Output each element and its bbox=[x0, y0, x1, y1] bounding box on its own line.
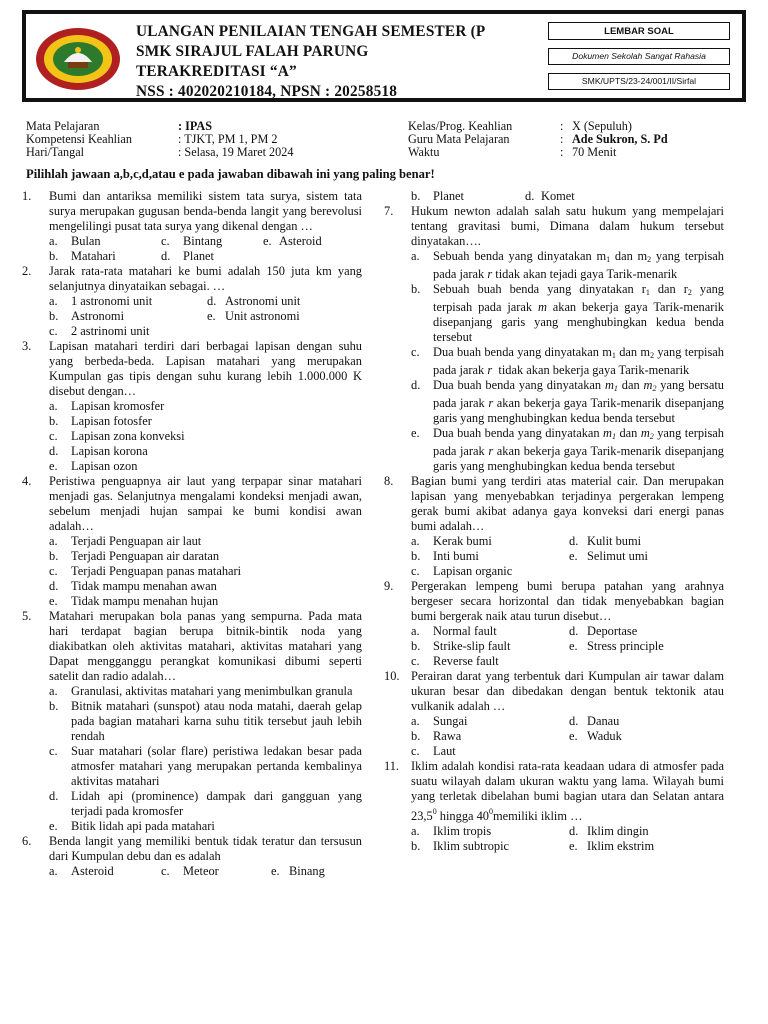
options-row bbox=[384, 189, 724, 204]
colon: : bbox=[560, 145, 564, 159]
option-letter: a. bbox=[411, 534, 420, 548]
options-row bbox=[22, 309, 362, 324]
sheet-type-box: LEMBAR SOAL bbox=[548, 22, 730, 40]
option bbox=[22, 534, 362, 549]
right-column bbox=[384, 189, 724, 854]
teacher-value: Ade Sukron, S. Pd bbox=[572, 132, 668, 146]
question bbox=[384, 579, 724, 624]
question-number: 9. bbox=[384, 579, 394, 593]
colon: : bbox=[560, 119, 564, 133]
question bbox=[22, 609, 362, 684]
option-text: Bintang bbox=[183, 234, 223, 248]
option bbox=[22, 564, 362, 579]
option bbox=[22, 444, 362, 459]
option-letter: e. bbox=[271, 864, 280, 878]
options-row bbox=[384, 549, 724, 564]
option-text: Iklim tropis bbox=[433, 824, 492, 838]
degree-mark: 0 bbox=[489, 807, 493, 816]
time-label: Waktu bbox=[408, 145, 440, 159]
option-letter: a. bbox=[49, 534, 58, 548]
option-letter: e. bbox=[569, 839, 578, 853]
question-text: Hukum newton adalah salah satu hukum yang mempelajari tentang gravitasi bumi, Dimana dalam hukum tersebut dinyatakan…. bbox=[411, 204, 724, 248]
subject-value: : IPAS bbox=[178, 119, 212, 133]
question bbox=[384, 759, 724, 824]
option-letter: c. bbox=[411, 744, 420, 758]
option-letter: b. bbox=[49, 414, 59, 428]
option-letter: e. bbox=[49, 819, 58, 833]
option-letter: d. bbox=[207, 294, 217, 308]
question-number: 5. bbox=[22, 609, 32, 623]
options-row bbox=[384, 729, 724, 744]
option bbox=[22, 549, 362, 564]
option-text: Normal fault bbox=[433, 624, 497, 638]
school-name: SMK SIRAJUL FALAH PARUNG bbox=[136, 43, 369, 60]
option-letter: a. bbox=[49, 864, 58, 878]
question bbox=[22, 264, 362, 294]
option-letter: c. bbox=[411, 654, 420, 668]
option-text: Lapisan ozon bbox=[71, 459, 138, 473]
options-row bbox=[22, 234, 362, 249]
option-letter: e. bbox=[49, 594, 58, 608]
option-text: Iklim dingin bbox=[587, 824, 649, 838]
question-text: Lapisan matahari terdiri dari berbagai lapisan dengan suhu yang berbeda-beda. Lapisan matahari yang merupakan Kumpulan gas tipis dengan suhu kurang lebih 1.000.000 K disebut dengan… bbox=[49, 339, 362, 398]
option-text: Lidah api (prominence) dampak dari gangguan yang terjadi pada kromosfer bbox=[71, 789, 362, 818]
option bbox=[22, 429, 362, 444]
option-letter: a. bbox=[49, 234, 58, 248]
option bbox=[384, 744, 724, 759]
option bbox=[22, 324, 362, 339]
option-letter: d. bbox=[411, 378, 421, 392]
option-text: Planet bbox=[433, 189, 464, 203]
option-letter: e. bbox=[569, 639, 578, 653]
option-letter: e. bbox=[49, 459, 58, 473]
option-letter: d. bbox=[569, 824, 579, 838]
option bbox=[22, 744, 362, 789]
option-letter: c. bbox=[411, 564, 420, 578]
question-number: 7. bbox=[384, 204, 394, 218]
option-text: Terjadi Penguapan panas matahari bbox=[71, 564, 242, 578]
school-logo bbox=[34, 26, 122, 92]
option-letter: b. bbox=[411, 189, 421, 203]
question bbox=[384, 474, 724, 534]
option-letter: b. bbox=[411, 282, 421, 296]
option-letter: c. bbox=[161, 234, 170, 248]
option bbox=[384, 378, 724, 426]
question-text: Bagian bumi yang terdiri atas material cair. Dan merupakan lapisan yang menyebabkan terjadinya pergerakan lempeng gerak bumi akibat adanya gaya konveksi dari energi panas bumi adalah… bbox=[411, 474, 724, 533]
option bbox=[384, 345, 724, 378]
options-row bbox=[384, 839, 724, 854]
option-letter: c. bbox=[161, 864, 170, 878]
option-letter: e. bbox=[411, 426, 420, 440]
option-text: Lapisan kromosfer bbox=[71, 399, 165, 413]
document-code-box: SMK/UPTS/23-24/001/II/Sirfal bbox=[548, 73, 730, 90]
degree-mark: 0 bbox=[432, 807, 437, 816]
option-letter: c. bbox=[49, 429, 58, 443]
question bbox=[22, 474, 362, 534]
question bbox=[22, 189, 362, 234]
date-label: Hari/Tangal bbox=[26, 145, 85, 159]
option-letter: b. bbox=[411, 729, 421, 743]
option-text: Sebuah benda yang dinyatakan $m_1$ dan $m_2$ yang terpisah pada jarak r tidak akan tejadi gaya Tarik-menarik bbox=[433, 249, 724, 281]
option-text: Tidak mampu menahan hujan bbox=[71, 594, 219, 608]
option-letter: d. bbox=[49, 789, 59, 803]
option-text: Bitik lidah api pada matahari bbox=[71, 819, 215, 833]
option-letter: b. bbox=[411, 639, 421, 653]
question-text: Peristiwa penguapnya air laut yang terpapar sinar matahari menjadi gas. Selanjutnya mengalami kondeksi menjadi awan, sebelum menjadi hujan sampai ke bumi kondisi awan adalah… bbox=[49, 474, 362, 533]
option-text: Matahari bbox=[71, 249, 116, 263]
option-text: Asteroid bbox=[71, 864, 114, 878]
option-text: Strike-slip fault bbox=[433, 639, 511, 653]
option-letter: b. bbox=[49, 699, 59, 713]
option bbox=[22, 789, 362, 819]
option-text: Asteroid bbox=[279, 234, 322, 248]
question-number: 2. bbox=[22, 264, 32, 278]
question-number: 3. bbox=[22, 339, 32, 353]
option bbox=[384, 282, 724, 345]
option-letter: c. bbox=[411, 345, 420, 359]
competency-label: Kompetensi Keahlian bbox=[26, 132, 132, 146]
question-number: 6. bbox=[22, 834, 32, 848]
option-letter: d. bbox=[161, 249, 171, 263]
option-text: Stress principle bbox=[587, 639, 664, 653]
option-letter: e. bbox=[263, 234, 272, 248]
option bbox=[22, 594, 362, 609]
option bbox=[384, 426, 724, 474]
options-row bbox=[384, 824, 724, 839]
time-value: 70 Menit bbox=[572, 145, 617, 159]
class-value: X (Sepuluh) bbox=[572, 119, 632, 133]
option-text: Astronomi bbox=[71, 309, 125, 323]
options-row bbox=[384, 534, 724, 549]
option-letter: b. bbox=[411, 549, 421, 563]
option-text: 2 astrinomi unit bbox=[71, 324, 150, 338]
option-text: Sungai bbox=[433, 714, 468, 728]
colon: : bbox=[560, 132, 564, 146]
option-text: Dua buah benda yang dinyatakan $m_1$ dan $m_2$ yang terpisah pada jarak r akan bekerja gaya Tarik-menarik disepanjang garis yang menghubingkan kedua benda tersebut bbox=[433, 426, 725, 473]
option-text: Dua buah benda yang dinyatakan $m_1$ dan $m_2$ yang terpisah pada jarak r tidak akan bekerja gaya Tarik-menarik bbox=[433, 345, 724, 377]
option-letter: b. bbox=[49, 549, 59, 563]
option-text: Selimut umi bbox=[587, 549, 648, 563]
option-text: Deportase bbox=[587, 624, 638, 638]
question-number: 4. bbox=[22, 474, 32, 488]
option-letter: e. bbox=[207, 309, 216, 323]
option bbox=[22, 699, 362, 744]
option-text: Planet bbox=[183, 249, 214, 263]
date-value: : Selasa, 19 Maret 2024 bbox=[178, 145, 294, 159]
option-text: Komet bbox=[541, 189, 575, 203]
document-header bbox=[22, 10, 746, 102]
option-text: Dua buah benda yang dinyatakan $m_1$ dan $m_2$ yang bersatu pada jarak r akan bekerja gaya Tarik-menarik disepanjang garis yang menghubingkan kedua benda tersebut bbox=[433, 378, 725, 425]
option-text: Reverse fault bbox=[433, 654, 499, 668]
option-letter: a. bbox=[411, 824, 420, 838]
option-text: Unit astronomi bbox=[225, 309, 300, 323]
option-text: Granulasi, aktivitas matahari yang menimbulkan granula bbox=[71, 684, 353, 698]
option-text: Danau bbox=[587, 714, 620, 728]
question bbox=[22, 339, 362, 399]
class-label: Kelas/Prog. Keahlian bbox=[408, 119, 513, 133]
option-letter: c. bbox=[49, 564, 58, 578]
option-letter: b. bbox=[49, 249, 59, 263]
question-text: Matahari merupakan bola panas yang sempurna. Pada mata hari terdapat bagian berupa bitnik-bintik noda yang diakibatkan oleh aktivitas matahari, aktivitas matahari yang Dapat mengganggu perangkat komunikasi dibumi seperti satelit dan radio adalah… bbox=[49, 609, 362, 683]
option-text: Iklim ekstrim bbox=[587, 839, 655, 853]
options-row bbox=[22, 249, 362, 264]
options-row bbox=[384, 624, 724, 639]
teacher-label: Guru Mata Pelajaran bbox=[408, 132, 510, 146]
option-text: 1 astronomi unit bbox=[71, 294, 153, 308]
question-text: Benda langit yang memiliki bentuk tidak teratur dan tersusun dari Kumpulan debu dan es adalah bbox=[49, 834, 362, 863]
option-text: Terjadi Penguapan air daratan bbox=[71, 549, 220, 563]
option bbox=[22, 459, 362, 474]
question-number: 1. bbox=[22, 189, 32, 203]
option-letter: e. bbox=[569, 729, 578, 743]
option-text: Inti bumi bbox=[433, 549, 479, 563]
question-text: Bumi dan antariksa memiliki sistem tata surya, sistem tata surya merupakan gugusan benda-benda langit yang berevolusi mengelilingi pusat tata surya yang dikenal dengan … bbox=[49, 189, 362, 233]
question-text-part: hingga 40 bbox=[436, 809, 489, 823]
option-text: Lapisan fotosfer bbox=[71, 414, 152, 428]
option-letter: e. bbox=[569, 549, 578, 563]
question-text-part: Iklim adalah kondisi rata-rata keadaan udara di atmosfer pada suatu wilayah dalam ukuran waktu yang lama. Wilayah bumi yang terletak dibelahan bumi bagian utara dan Selatan antara 23,5 bbox=[411, 759, 724, 823]
option-letter: d. bbox=[525, 189, 535, 203]
question-number: 8. bbox=[384, 474, 394, 488]
option bbox=[384, 249, 724, 282]
exam-info bbox=[26, 120, 746, 159]
option-text: Suar matahari (solar flare) peristiwa ledakan besar pada atmosfer matahari yang merupakan pertanda kembalinya aktivitas matahari bbox=[71, 744, 362, 788]
option-text: Terjadi Penguapan air laut bbox=[71, 534, 202, 548]
question bbox=[384, 669, 724, 714]
school-numbers: NSS : 402020210184, NPSN : 20258518 bbox=[136, 83, 398, 100]
option-letter: b. bbox=[49, 309, 59, 323]
option-text: Lapisan organic bbox=[433, 564, 513, 578]
option-letter: a. bbox=[411, 249, 420, 263]
option-letter: d. bbox=[569, 714, 579, 728]
option bbox=[22, 399, 362, 414]
accreditation: TERAKREDITASI “A” bbox=[136, 63, 297, 80]
question-text-part: memiliki iklim … bbox=[493, 809, 583, 823]
option-letter: a. bbox=[411, 714, 420, 728]
options-row bbox=[384, 639, 724, 654]
question bbox=[384, 204, 724, 249]
question-number: 11. bbox=[384, 759, 400, 773]
question bbox=[22, 834, 362, 864]
option-text: Binang bbox=[289, 864, 325, 878]
option-text: Tidak mampu menahan awan bbox=[71, 579, 217, 593]
option-text: Bitnik matahari (sunspot) atau noda matahi, daerah gelap pada bagian matahari karna suhu titik tersebut jauh lebih rendah bbox=[71, 699, 362, 743]
question-text bbox=[411, 759, 724, 824]
competency-value: : TJKT, PM 1, PM 2 bbox=[178, 132, 278, 146]
option bbox=[22, 819, 362, 834]
question-text: Jarak rata-rata matahari ke bumi adalah 150 juta km yang selanjutnya dinyataikan sebagai. … bbox=[49, 264, 362, 293]
options-row bbox=[384, 714, 724, 729]
option-text: Rawa bbox=[433, 729, 462, 743]
option-letter: d. bbox=[569, 624, 579, 638]
option-letter: c. bbox=[49, 324, 58, 338]
option-letter: d. bbox=[569, 534, 579, 548]
left-column bbox=[22, 189, 362, 879]
option-letter: a. bbox=[49, 684, 58, 698]
option-text: Lapisan korona bbox=[71, 444, 148, 458]
option-text: Meteor bbox=[183, 864, 219, 878]
question-text: Pergerakan lempeng bumi berupa patahan yang arahnya bergeser secara horizontal dan tidak menyebabkan bagian bumi bergerak naik atau turun disebut… bbox=[411, 579, 724, 623]
instruction: Pilihlah jawaan a,b,c,d,atau e pada jawaban dibawah ini yang paling benar! bbox=[26, 167, 435, 181]
option-letter: d. bbox=[49, 444, 59, 458]
option bbox=[384, 564, 724, 579]
option-letter: a. bbox=[411, 624, 420, 638]
option-text: Iklim subtropic bbox=[433, 839, 510, 853]
option bbox=[22, 579, 362, 594]
confidential-box: Dokumen Sekolah Sangat Rahasia bbox=[548, 48, 730, 65]
option-text: Lapisan zona konveksi bbox=[71, 429, 185, 443]
option-letter: d. bbox=[49, 579, 59, 593]
options-row bbox=[22, 864, 362, 879]
option-text: Bulan bbox=[71, 234, 101, 248]
option-text: Kulit bumi bbox=[587, 534, 642, 548]
option bbox=[384, 654, 724, 669]
options-row bbox=[22, 294, 362, 309]
option bbox=[22, 684, 362, 699]
option-letter: c. bbox=[49, 744, 58, 758]
option-letter: a. bbox=[49, 294, 58, 308]
option-text: Kerak bumi bbox=[433, 534, 492, 548]
option-letter: a. bbox=[49, 399, 58, 413]
question-text: Perairan darat yang terbentuk dari Kumpulan air tawar dalam ukuran besar dan dibedakan dengan bentuk tektonik atau vulkanik adalah … bbox=[411, 669, 724, 713]
exam-title: ULANGAN PENILAIAN TENGAH SEMESTER (P bbox=[136, 23, 486, 40]
option-text: Astronomi unit bbox=[225, 294, 301, 308]
subject-label: Mata Pelajaran bbox=[26, 119, 100, 133]
option-text: Waduk bbox=[587, 729, 622, 743]
option-text: Sebuah buah benda yang dinyatakan $r_1$ dan $r_2$ yang terpisah pada jarak m akan bekerja gaya Tarik-menarik disepanjang garis yang menghubingkan kedua benda tersebut bbox=[433, 282, 725, 344]
option-letter: b. bbox=[411, 839, 421, 853]
option-text: Laut bbox=[433, 744, 456, 758]
question-number: 10. bbox=[384, 669, 400, 683]
option bbox=[22, 414, 362, 429]
